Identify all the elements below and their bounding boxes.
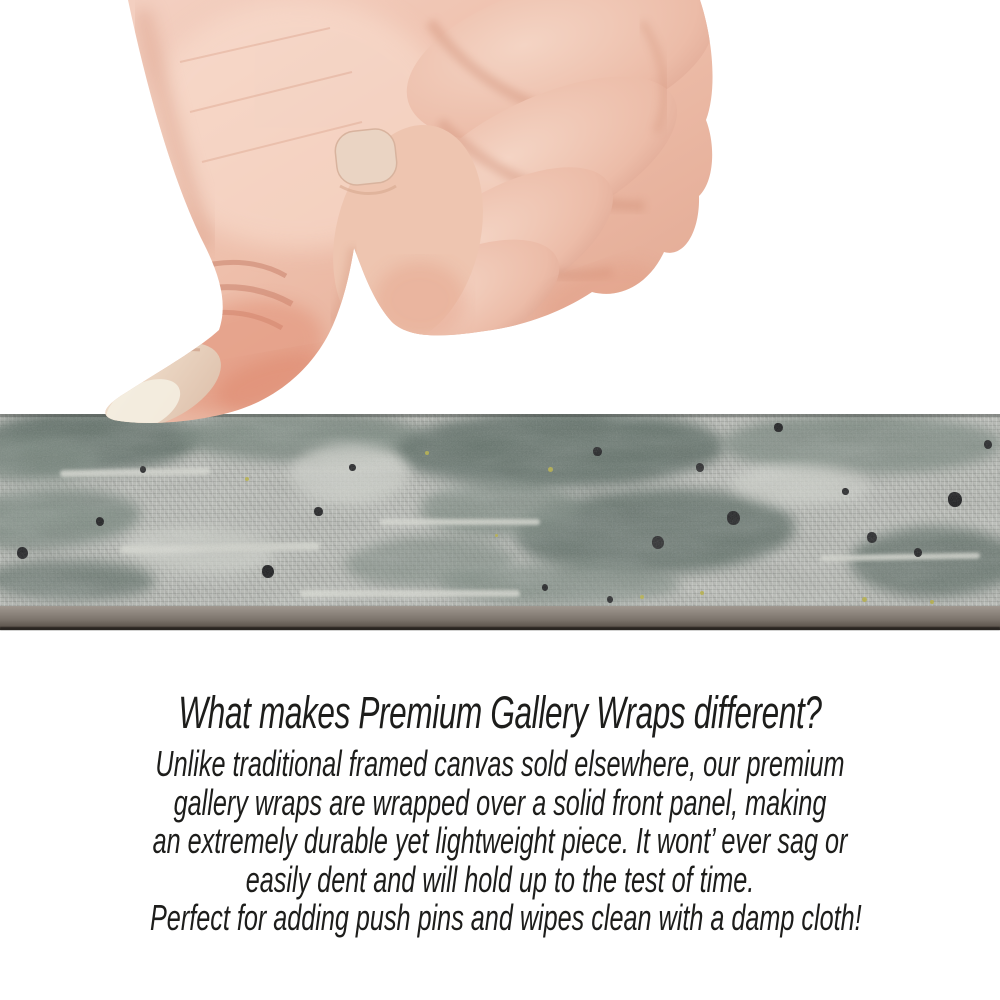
speckle xyxy=(727,511,740,525)
speckle xyxy=(948,492,962,507)
canvas-side-band xyxy=(0,606,1000,630)
canvas-edge-photo xyxy=(0,414,1000,630)
yellow-fleck xyxy=(700,591,704,595)
speckle xyxy=(96,517,104,526)
paint-streak xyxy=(60,468,210,478)
speckle xyxy=(696,463,704,472)
copy-line: Unlike traditional framed canvas sold elsewhere, our premium xyxy=(155,743,845,785)
index-fingernail xyxy=(333,127,398,187)
speckle xyxy=(914,548,922,557)
copy-line: Perfect for adding push pins and wipes clean with a damp cloth! xyxy=(150,897,862,939)
yellow-fleck xyxy=(425,451,429,455)
hand-illustration xyxy=(0,0,1000,432)
speckle xyxy=(262,565,274,578)
speckle xyxy=(140,466,146,473)
paint-patch xyxy=(420,481,580,537)
yellow-fleck xyxy=(862,597,867,602)
speckle xyxy=(314,507,323,517)
speckle xyxy=(842,488,849,496)
speckle xyxy=(17,547,28,559)
speckle xyxy=(652,536,664,549)
speckle xyxy=(593,447,602,457)
speckle xyxy=(984,440,992,449)
speckle xyxy=(607,596,613,603)
yellow-fleck xyxy=(495,534,498,537)
speckle xyxy=(867,532,877,543)
canvas-paint xyxy=(0,414,1000,606)
yellow-fleck xyxy=(930,600,934,604)
paint-streak xyxy=(380,519,540,525)
hand-photo xyxy=(0,0,1000,432)
paint-streak xyxy=(300,590,520,597)
paint-patch xyxy=(290,444,410,504)
copy-line: easily dent and will hold up to the test of time. xyxy=(245,858,755,900)
paint-patch xyxy=(730,464,870,504)
speckle xyxy=(542,584,548,591)
copy-heading: What makes Premium Gallery Wraps different? xyxy=(178,687,822,738)
speckle xyxy=(349,464,356,472)
copy-line: gallery wraps are wrapped over a solid front panel, making xyxy=(173,781,827,823)
yellow-fleck xyxy=(245,477,249,481)
paint-patch xyxy=(0,484,141,554)
copy-block xyxy=(150,686,862,939)
yellow-fleck xyxy=(548,467,553,472)
copy-line: an extremely durable yet lightweight piece. It wont’ ever sag or xyxy=(152,820,848,862)
yellow-fleck xyxy=(640,595,644,599)
copy-body xyxy=(150,743,862,939)
paint-patch xyxy=(0,559,155,602)
